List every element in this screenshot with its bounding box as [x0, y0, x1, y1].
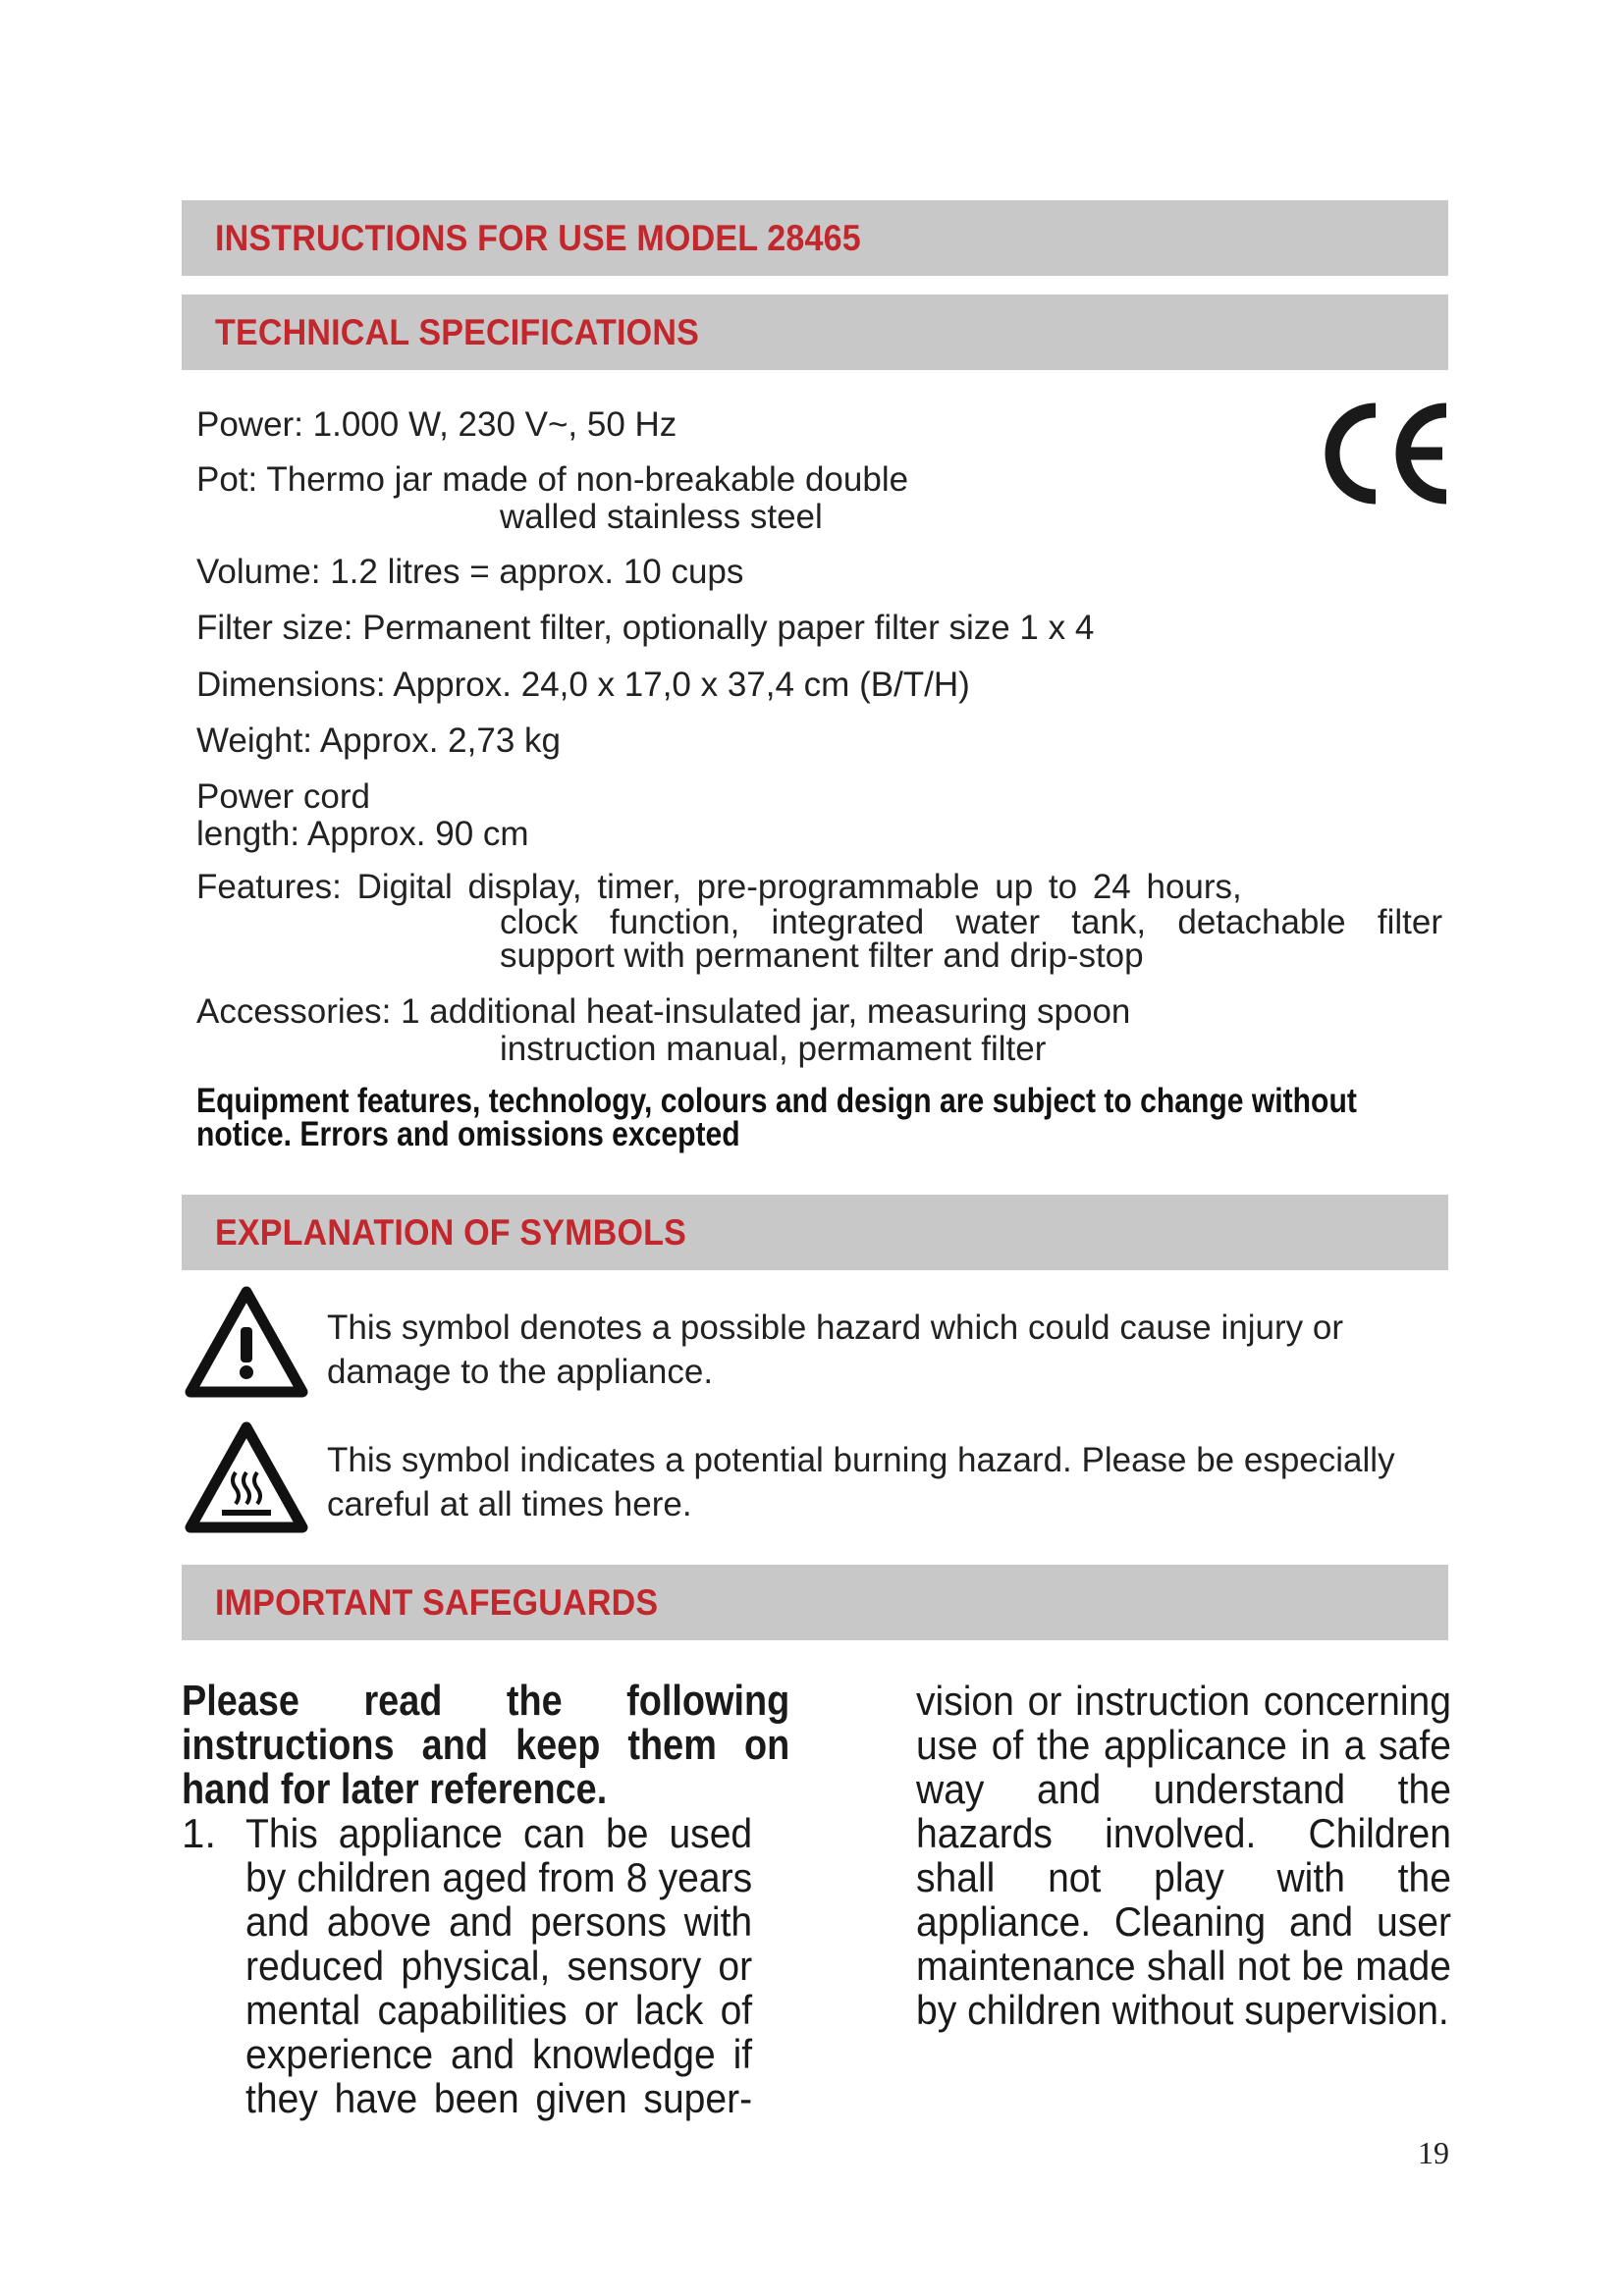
safeguards-intro: Please read the following instructions and keep them on hand for later reference. — [182, 1677, 790, 1813]
safeguard-item-text: This appliance can be used by children aged from 8 years and above and persons with reduced physical, sensory or mental capabilities or lack of experience and knowledge if they have been given super- — [245, 1810, 753, 2121]
hot-surface-icon — [185, 1421, 308, 1540]
spec-features — [196, 869, 1442, 973]
ce-mark-icon — [1321, 402, 1454, 509]
safeguards-heading: IMPORTANT SAFEGUARDS — [215, 1581, 659, 1623]
spec-pot-line2: walled stainless steel — [500, 498, 823, 536]
burn-symbol-text: This symbol indicates a potential burning hazard. Please be especially careful at all times here. — [327, 1441, 1395, 1523]
technical-specifications-heading: TECHNICAL SPECIFICATIONS — [215, 311, 699, 352]
page-number: 19 — [1418, 2135, 1449, 2170]
symbols-heading: EXPLANATION OF SYMBOLS — [215, 1211, 686, 1253]
spec-filter: Filter size: Permanent filter, optionally paper filter size 1 x 4 — [196, 609, 1095, 647]
spec-cord-line1: Power cord — [196, 777, 371, 816]
hazard-symbol-text: This symbol denotes a possible hazard which could cause injury or damage to the appliance. — [327, 1308, 1343, 1391]
spec-features-line3: support with permanent filter and drip-stop — [500, 936, 1144, 975]
ce-mark-graphic — [1321, 402, 1454, 505]
spec-pot-line1: Pot: Thermo jar made of non-breakable double — [196, 460, 909, 499]
safeguard-item-number: 1. — [182, 1810, 217, 1856]
spec-pot — [196, 461, 908, 536]
safeguards-right-column — [916, 1679, 1451, 2032]
spec-power-cord — [196, 778, 529, 853]
warning-triangle-icon — [185, 1286, 308, 1405]
spec-accessories — [196, 993, 1130, 1068]
spec-dimensions: Dimensions: Approx. 24,0 x 17,0 x 37,4 cm (B/T/H) — [196, 666, 970, 704]
safeguard-item-continued: vision or instruction concerning use of the applicance in a safe way and understand the hazards involved. Children shall not play with the appliance. Cleaning and user maintenance shall not be made by children without supervision. — [916, 1678, 1451, 2033]
spec-cord-line2: length: Approx. 90 cm — [196, 815, 529, 853]
title-bar — [182, 200, 1448, 276]
disclaimer-note: Equipment features, technology, colours and design are subject to change without notice. Errors and omissions excepted — [196, 1082, 1357, 1153]
spec-features-line1: Features: Digital display, timer, pre-programmable up to 24 hours, — [196, 868, 1242, 906]
spec-power: Power: 1.000 W, 230 V~, 50 Hz — [196, 405, 677, 444]
spec-volume: Volume: 1.2 litres = approx. 10 cups — [196, 553, 744, 591]
spec-features-line2: clock function, integrated water tank, detachable filter — [500, 903, 1442, 941]
spec-accessories-line2: instruction manual, permament filter — [500, 1030, 1047, 1068]
safeguards-bar — [182, 1565, 1448, 1640]
symbols-bar — [182, 1195, 1448, 1270]
spec-weight: Weight: Approx. 2,73 kg — [196, 721, 561, 760]
spec-accessories-line1: Accessories: 1 additional heat-insulated jar, measuring spoon — [196, 992, 1131, 1031]
safeguard-item — [182, 1811, 790, 2120]
safeguards-left-column — [182, 1679, 790, 2120]
technical-specifications-bar — [182, 294, 1448, 370]
document-title: INSTRUCTIONS FOR USE MODEL 28465 — [215, 217, 861, 258]
